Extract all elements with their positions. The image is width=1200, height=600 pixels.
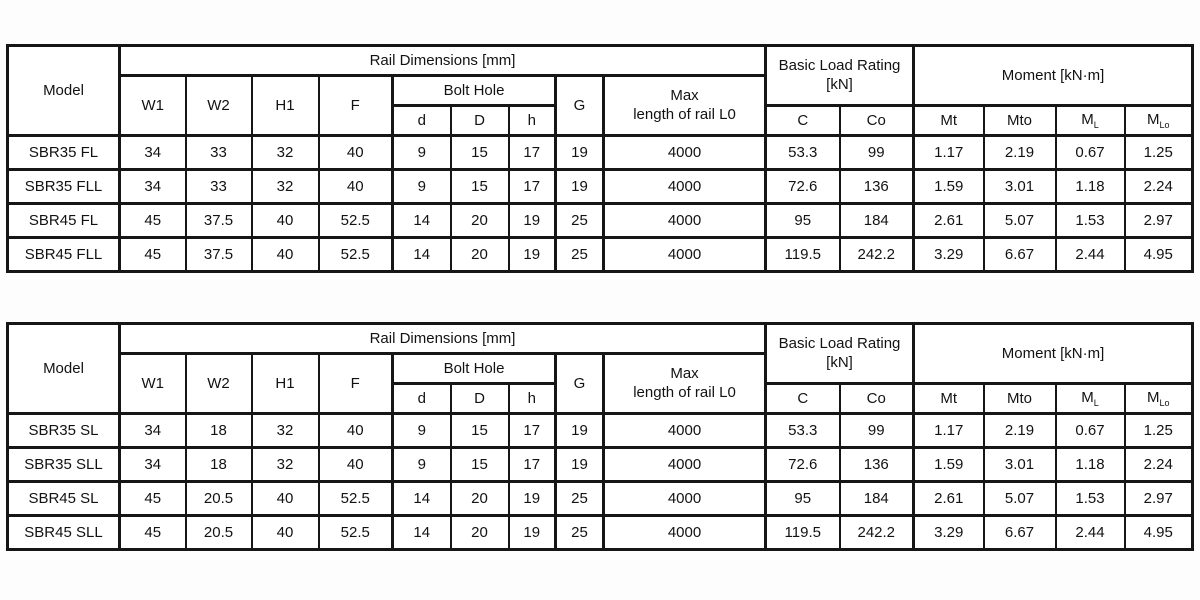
w2-cell: 18 bbox=[186, 448, 252, 482]
bolt-h-cell: 19 bbox=[509, 516, 556, 550]
max-length-cell: 4000 bbox=[604, 414, 766, 448]
co-cell: 136 bbox=[840, 448, 914, 482]
w2-cell: 33 bbox=[186, 170, 252, 204]
g-cell: 25 bbox=[556, 238, 604, 272]
ml-cell: 1.53 bbox=[1056, 482, 1125, 516]
model-cell: SBR35 FL bbox=[8, 136, 120, 170]
w2-cell: 20.5 bbox=[186, 482, 252, 516]
model-cell: SBR35 SLL bbox=[8, 448, 120, 482]
mlo-cell: 2.97 bbox=[1125, 482, 1193, 516]
bolt-h-cell: 17 bbox=[509, 136, 556, 170]
ml-cell: 0.67 bbox=[1056, 136, 1125, 170]
max-length-cell: 4000 bbox=[604, 516, 766, 550]
col-header-g: G bbox=[556, 76, 604, 136]
g-cell: 25 bbox=[556, 482, 604, 516]
c-cell: 53.3 bbox=[766, 414, 840, 448]
col-header-g: G bbox=[556, 354, 604, 414]
col-header-bolt-d: d bbox=[393, 106, 451, 136]
h1-cell: 40 bbox=[252, 204, 319, 238]
mto-cell: 5.07 bbox=[984, 204, 1056, 238]
max-length-cell: 4000 bbox=[604, 482, 766, 516]
w2-cell: 18 bbox=[186, 414, 252, 448]
ml-cell: 0.67 bbox=[1056, 414, 1125, 448]
col-header-model: Model bbox=[8, 324, 120, 414]
h1-cell: 40 bbox=[252, 238, 319, 272]
bolt-D-cell: 20 bbox=[451, 482, 509, 516]
col-header-h1: H1 bbox=[252, 76, 319, 136]
group-header-moment: Moment [kN·m] bbox=[914, 324, 1193, 384]
col-header-mt: Mt bbox=[914, 384, 984, 414]
mlo-sub: Lo bbox=[1159, 398, 1170, 408]
bolt-D-cell: 20 bbox=[451, 204, 509, 238]
model-cell: SBR45 FLL bbox=[8, 238, 120, 272]
col-header-mto: Mto bbox=[984, 106, 1056, 136]
f-cell: 40 bbox=[319, 414, 393, 448]
mlo-cell: 4.95 bbox=[1125, 516, 1193, 550]
mt-cell: 1.17 bbox=[914, 136, 984, 170]
bolt-d-cell: 9 bbox=[393, 136, 451, 170]
col-header-bolt-h: h bbox=[509, 106, 556, 136]
bolt-h-cell: 17 bbox=[509, 448, 556, 482]
group-header-rail-dimensions: Rail Dimensions [mm] bbox=[120, 324, 766, 354]
bolt-d-cell: 9 bbox=[393, 414, 451, 448]
c-cell: 72.6 bbox=[766, 448, 840, 482]
bolt-D-cell: 15 bbox=[451, 136, 509, 170]
mt-cell: 1.17 bbox=[914, 414, 984, 448]
col-header-w2: W2 bbox=[186, 354, 252, 414]
f-cell: 40 bbox=[319, 136, 393, 170]
c-cell: 72.6 bbox=[766, 170, 840, 204]
mlo-base: M bbox=[1147, 111, 1160, 128]
mt-cell: 2.61 bbox=[914, 482, 984, 516]
table-row bbox=[8, 516, 1193, 550]
col-header-c: C bbox=[766, 384, 840, 414]
co-cell: 184 bbox=[840, 482, 914, 516]
ml-cell: 1.18 bbox=[1056, 448, 1125, 482]
table-row bbox=[8, 170, 1193, 204]
f-cell: 52.5 bbox=[319, 238, 393, 272]
g-cell: 19 bbox=[556, 448, 604, 482]
bolt-D-cell: 20 bbox=[451, 516, 509, 550]
mto-cell: 6.67 bbox=[984, 238, 1056, 272]
mt-cell: 3.29 bbox=[914, 516, 984, 550]
bolt-h-cell: 17 bbox=[509, 170, 556, 204]
bolt-h-cell: 19 bbox=[509, 482, 556, 516]
w1-cell: 34 bbox=[120, 448, 186, 482]
w1-cell: 45 bbox=[120, 482, 186, 516]
h1-cell: 40 bbox=[252, 516, 319, 550]
co-cell: 184 bbox=[840, 204, 914, 238]
co-cell: 242.2 bbox=[840, 238, 914, 272]
w1-cell: 34 bbox=[120, 136, 186, 170]
col-header-model: Model bbox=[8, 46, 120, 136]
bolt-d-cell: 9 bbox=[393, 448, 451, 482]
mlo-cell: 2.97 bbox=[1125, 204, 1193, 238]
col-header-mto: Mto bbox=[984, 384, 1056, 414]
w2-cell: 37.5 bbox=[186, 204, 252, 238]
mlo-cell: 1.25 bbox=[1125, 414, 1193, 448]
group-header-rail-dimensions: Rail Dimensions [mm] bbox=[120, 46, 766, 76]
col-header-max-length bbox=[604, 76, 766, 136]
f-cell: 40 bbox=[319, 448, 393, 482]
w1-cell: 45 bbox=[120, 204, 186, 238]
h1-cell: 32 bbox=[252, 414, 319, 448]
max-length-line1: Max bbox=[670, 364, 699, 382]
table-row bbox=[8, 238, 1193, 272]
col-header-bolt-D: D bbox=[451, 106, 509, 136]
max-length-cell: 4000 bbox=[604, 448, 766, 482]
col-header-ml bbox=[1056, 106, 1125, 136]
h1-cell: 40 bbox=[252, 482, 319, 516]
col-header-co: Co bbox=[840, 384, 914, 414]
g-cell: 19 bbox=[556, 414, 604, 448]
basic-load-line2: [kN] bbox=[826, 75, 853, 93]
c-cell: 53.3 bbox=[766, 136, 840, 170]
col-header-c: C bbox=[766, 106, 840, 136]
group-header-bolt-hole: Bolt Hole bbox=[393, 76, 556, 106]
ml-cell: 1.53 bbox=[1056, 204, 1125, 238]
mto-cell: 2.19 bbox=[984, 136, 1056, 170]
w1-cell: 45 bbox=[120, 516, 186, 550]
bolt-h-cell: 19 bbox=[509, 238, 556, 272]
h1-cell: 32 bbox=[252, 136, 319, 170]
g-cell: 19 bbox=[556, 136, 604, 170]
col-header-w1: W1 bbox=[120, 354, 186, 414]
f-cell: 40 bbox=[319, 170, 393, 204]
ml-sub: L bbox=[1093, 398, 1099, 408]
col-header-mlo bbox=[1125, 106, 1193, 136]
mt-cell: 1.59 bbox=[914, 448, 984, 482]
basic-load-line1: Basic Load Rating bbox=[778, 56, 901, 74]
g-cell: 25 bbox=[556, 516, 604, 550]
col-header-bolt-D: D bbox=[451, 384, 509, 414]
co-cell: 242.2 bbox=[840, 516, 914, 550]
col-header-f: F bbox=[319, 354, 393, 414]
max-length-cell: 4000 bbox=[604, 136, 766, 170]
max-length-cell: 4000 bbox=[604, 204, 766, 238]
group-header-moment: Moment [kN·m] bbox=[914, 46, 1193, 106]
group-header-basic-load-rating bbox=[766, 324, 914, 384]
mt-cell: 3.29 bbox=[914, 238, 984, 272]
model-cell: SBR45 SLL bbox=[8, 516, 120, 550]
mlo-cell: 2.24 bbox=[1125, 448, 1193, 482]
rail-spec-table-sl bbox=[6, 322, 1194, 551]
mlo-sub: Lo bbox=[1159, 120, 1170, 130]
col-header-h1: H1 bbox=[252, 354, 319, 414]
header-row bbox=[8, 324, 1193, 354]
h1-cell: 32 bbox=[252, 170, 319, 204]
ml-sub: L bbox=[1093, 120, 1099, 130]
c-cell: 95 bbox=[766, 204, 840, 238]
table-row bbox=[8, 136, 1193, 170]
bolt-h-cell: 19 bbox=[509, 204, 556, 238]
rail-spec-table-fl bbox=[6, 44, 1194, 273]
bolt-d-cell: 14 bbox=[393, 204, 451, 238]
col-header-mlo bbox=[1125, 384, 1193, 414]
bolt-h-cell: 17 bbox=[509, 414, 556, 448]
c-cell: 119.5 bbox=[766, 516, 840, 550]
ml-base: M bbox=[1081, 389, 1094, 406]
w2-cell: 33 bbox=[186, 136, 252, 170]
model-cell: SBR45 FL bbox=[8, 204, 120, 238]
bolt-d-cell: 9 bbox=[393, 170, 451, 204]
f-cell: 52.5 bbox=[319, 204, 393, 238]
col-header-f: F bbox=[319, 76, 393, 136]
mlo-base: M bbox=[1147, 389, 1160, 406]
mto-cell: 3.01 bbox=[984, 448, 1056, 482]
co-cell: 99 bbox=[840, 136, 914, 170]
header-row bbox=[8, 46, 1193, 76]
group-header-basic-load-rating bbox=[766, 46, 914, 106]
col-header-w2: W2 bbox=[186, 76, 252, 136]
group-header-bolt-hole: Bolt Hole bbox=[393, 354, 556, 384]
col-header-bolt-d: d bbox=[393, 384, 451, 414]
max-length-cell: 4000 bbox=[604, 238, 766, 272]
w2-cell: 20.5 bbox=[186, 516, 252, 550]
max-length-line2: length of rail L0 bbox=[633, 383, 736, 401]
mt-cell: 2.61 bbox=[914, 204, 984, 238]
mlo-cell: 1.25 bbox=[1125, 136, 1193, 170]
table-row bbox=[8, 204, 1193, 238]
bolt-D-cell: 20 bbox=[451, 238, 509, 272]
w1-cell: 34 bbox=[120, 170, 186, 204]
mlo-cell: 2.24 bbox=[1125, 170, 1193, 204]
w1-cell: 34 bbox=[120, 414, 186, 448]
c-cell: 119.5 bbox=[766, 238, 840, 272]
bolt-D-cell: 15 bbox=[451, 170, 509, 204]
ml-cell: 2.44 bbox=[1056, 238, 1125, 272]
model-cell: SBR45 SL bbox=[8, 482, 120, 516]
bolt-D-cell: 15 bbox=[451, 448, 509, 482]
bolt-D-cell: 15 bbox=[451, 414, 509, 448]
ml-cell: 1.18 bbox=[1056, 170, 1125, 204]
col-header-w1: W1 bbox=[120, 76, 186, 136]
g-cell: 19 bbox=[556, 170, 604, 204]
col-header-bolt-h: h bbox=[509, 384, 556, 414]
col-header-max-length bbox=[604, 354, 766, 414]
col-header-mt: Mt bbox=[914, 106, 984, 136]
f-cell: 52.5 bbox=[319, 482, 393, 516]
mto-cell: 2.19 bbox=[984, 414, 1056, 448]
w2-cell: 37.5 bbox=[186, 238, 252, 272]
table-row bbox=[8, 448, 1193, 482]
max-length-line2: length of rail L0 bbox=[633, 105, 736, 123]
bolt-d-cell: 14 bbox=[393, 482, 451, 516]
bolt-d-cell: 14 bbox=[393, 516, 451, 550]
f-cell: 52.5 bbox=[319, 516, 393, 550]
max-length-cell: 4000 bbox=[604, 170, 766, 204]
ml-cell: 2.44 bbox=[1056, 516, 1125, 550]
g-cell: 25 bbox=[556, 204, 604, 238]
table-row bbox=[8, 414, 1193, 448]
co-cell: 136 bbox=[840, 170, 914, 204]
mlo-cell: 4.95 bbox=[1125, 238, 1193, 272]
w1-cell: 45 bbox=[120, 238, 186, 272]
basic-load-line2: [kN] bbox=[826, 353, 853, 371]
mt-cell: 1.59 bbox=[914, 170, 984, 204]
bolt-d-cell: 14 bbox=[393, 238, 451, 272]
c-cell: 95 bbox=[766, 482, 840, 516]
model-cell: SBR35 FLL bbox=[8, 170, 120, 204]
co-cell: 99 bbox=[840, 414, 914, 448]
col-header-co: Co bbox=[840, 106, 914, 136]
h1-cell: 32 bbox=[252, 448, 319, 482]
mto-cell: 5.07 bbox=[984, 482, 1056, 516]
mto-cell: 6.67 bbox=[984, 516, 1056, 550]
mto-cell: 3.01 bbox=[984, 170, 1056, 204]
max-length-line1: Max bbox=[670, 86, 699, 104]
col-header-ml bbox=[1056, 384, 1125, 414]
table-row bbox=[8, 482, 1193, 516]
model-cell: SBR35 SL bbox=[8, 414, 120, 448]
ml-base: M bbox=[1081, 111, 1094, 128]
basic-load-line1: Basic Load Rating bbox=[778, 334, 901, 352]
